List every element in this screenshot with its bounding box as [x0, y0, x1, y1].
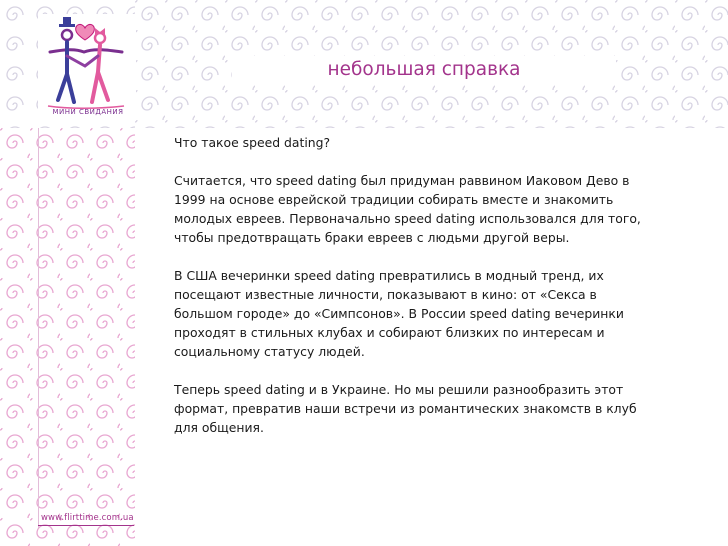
- paragraph-ukraine: Теперь speed dating и в Украине. Но мы решили разнообразить этот формат, превратив наши встречи из романтических знакомств в клуб для общения.: [174, 382, 637, 435]
- paragraph-usa-russia: В США вечеринки speed dating превратились в модный тренд, их посещают известные личности, показывают в кино: от «Секса в большом городе» до «Симпсонов». В России speed dating вечеринки проходят в стильных клубах и собирают близких по интересам и социальному статусу людей.: [174, 268, 624, 359]
- slide-title: небольшая справка: [327, 59, 521, 80]
- footer-divider: [38, 525, 134, 526]
- question-heading: Что такое speed dating?: [174, 135, 331, 150]
- logo-text: МИНИ СВИДАНИЯ: [52, 108, 124, 116]
- body-text: [174, 133, 644, 456]
- logo-figures-icon: [38, 14, 136, 120]
- logo: [38, 14, 136, 120]
- paragraph-origin: Считается, что speed dating был придуман раввином Иаковом Дево в 1999 на основе еврейской традиции собирать вместе и знакомить молодых евреев. Первоначально speed dating использовался для того, чтобы предотвращать браки евреев с людьми другой веры.: [174, 173, 641, 245]
- swirl-pattern-left: [0, 128, 135, 546]
- footer-url: www.flirttime.com.ua: [41, 513, 134, 523]
- left-divider: [38, 128, 39, 528]
